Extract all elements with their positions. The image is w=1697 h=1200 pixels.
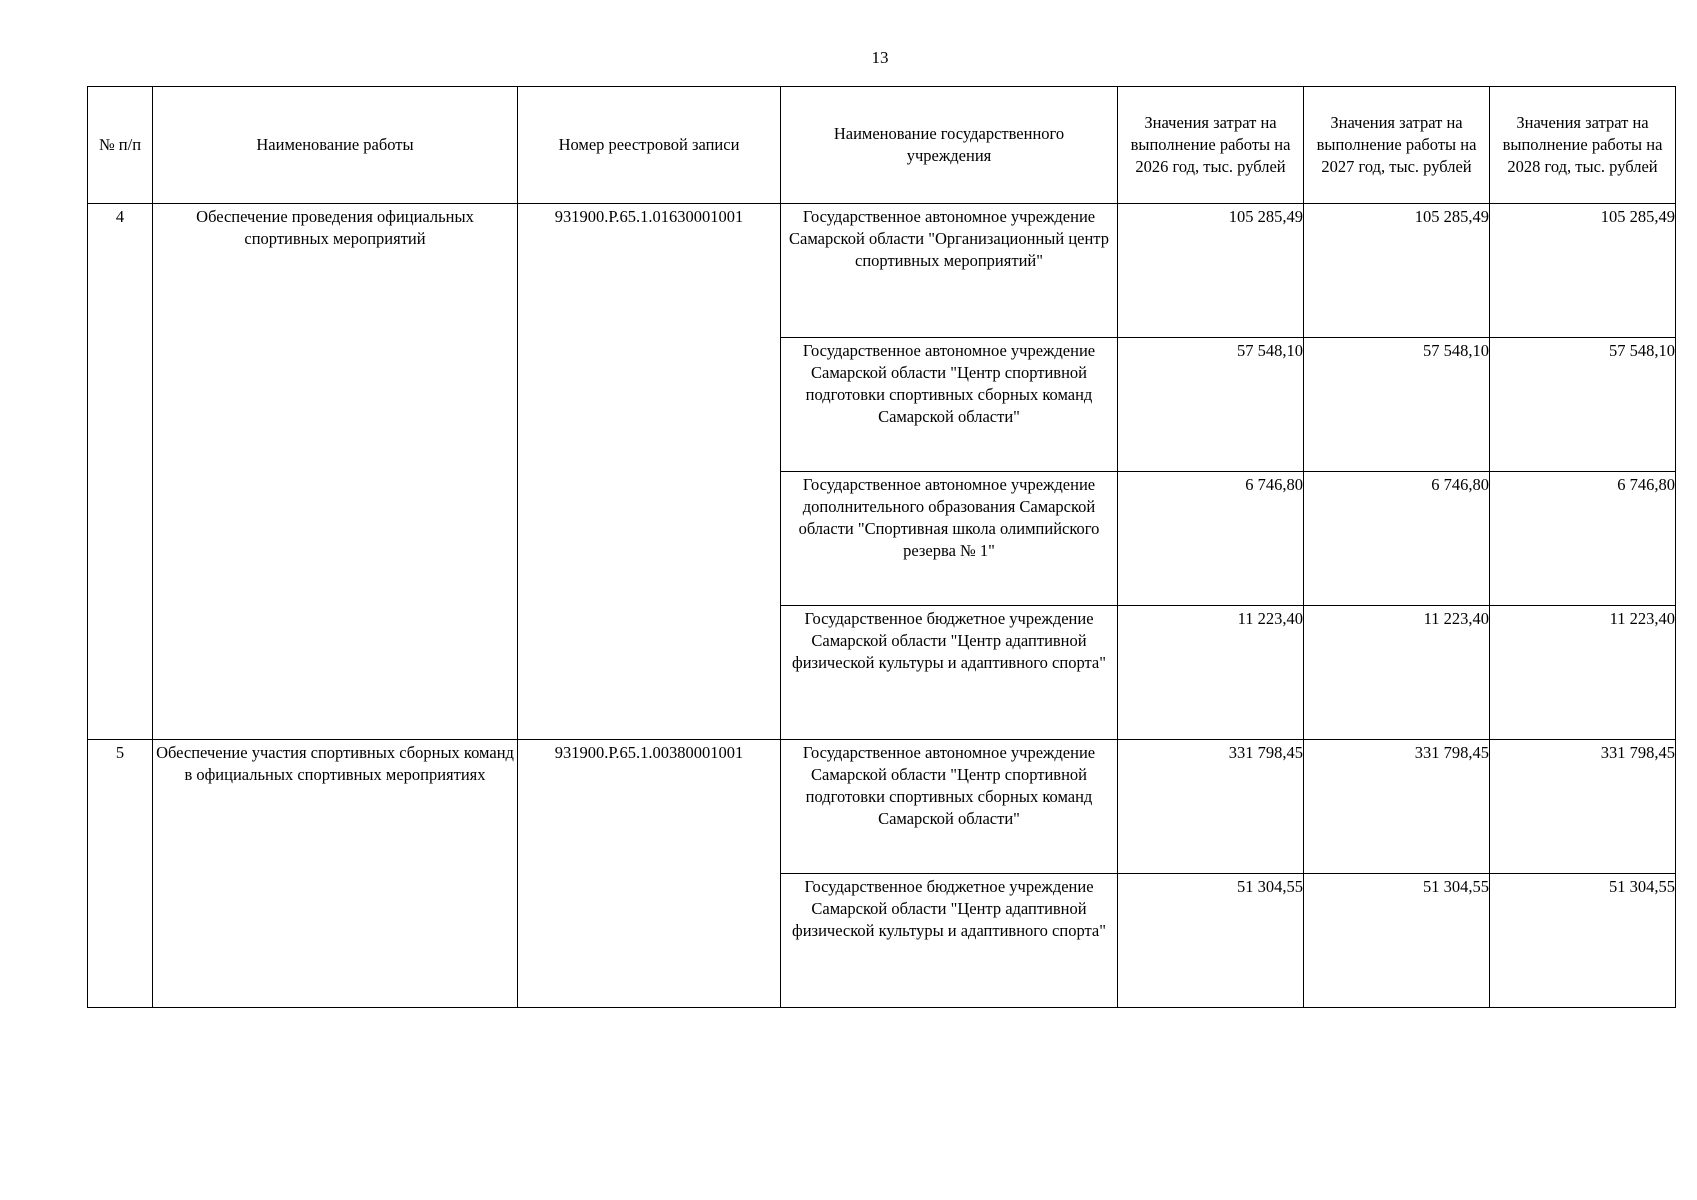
header-institution bbox=[781, 87, 1118, 204]
cost-2026: 51 304,55 bbox=[1118, 874, 1304, 1008]
cost-2027: 105 285,49 bbox=[1304, 204, 1490, 338]
table-header bbox=[88, 87, 1676, 204]
header-institution-label: Наименование государственного учреждения bbox=[833, 124, 1065, 165]
header-row bbox=[88, 87, 1676, 204]
cost-2028: 57 548,10 bbox=[1490, 338, 1676, 472]
work-name: Обеспечение проведения официальных спортивных мероприятий bbox=[153, 204, 518, 740]
work-name: Обеспечение участия спортивных сборных команд в официальных спортивных мероприятиях bbox=[153, 740, 518, 1008]
table-body bbox=[88, 204, 1676, 1008]
cost-2027: 11 223,40 bbox=[1304, 606, 1490, 740]
header-num: № п/п bbox=[88, 87, 153, 204]
row-num: 4 bbox=[88, 204, 153, 740]
header-cost-2028: Значения затрат на выполнение работы на 2028 год, тыс. рублей bbox=[1490, 87, 1676, 204]
institution-name: Государственное бюджетное учреждение Самарской области "Центр адаптивной физической культуры и адаптивного спорта" bbox=[781, 874, 1118, 1008]
cost-2028: 105 285,49 bbox=[1490, 204, 1676, 338]
institution-name: Государственное бюджетное учреждение Самарской области "Центр адаптивной физической культуры и адаптивного спорта" bbox=[781, 606, 1118, 740]
cost-2028: 51 304,55 bbox=[1490, 874, 1676, 1008]
institution-name: Государственное автономное учреждение Самарской области "Центр спортивной подготовки спортивных сборных команд Самарской области" bbox=[781, 740, 1118, 874]
row-num: 5 bbox=[88, 740, 153, 1008]
cost-2026: 57 548,10 bbox=[1118, 338, 1304, 472]
header-cost-2026: Значения затрат на выполнение работы на 2026 год, тыс. рублей bbox=[1118, 87, 1304, 204]
page-number: 13 bbox=[871, 48, 889, 67]
cost-2026: 105 285,49 bbox=[1118, 204, 1304, 338]
cost-2026: 11 223,40 bbox=[1118, 606, 1304, 740]
institution-name: Государственное автономное учреждение Самарской области "Центр спортивной подготовки спортивных сборных команд Самарской области" bbox=[781, 338, 1118, 472]
header-work: Наименование работы bbox=[153, 87, 518, 204]
institution-name: Государственное автономное учреждение Самарской области "Организационный центр спортивных мероприятий" bbox=[781, 204, 1118, 338]
cost-2027: 57 548,10 bbox=[1304, 338, 1490, 472]
table-row bbox=[88, 204, 1676, 338]
header-cost-2027: Значения затрат на выполнение работы на 2027 год, тыс. рублей bbox=[1304, 87, 1490, 204]
institution-name: Государственное автономное учреждение дополнительного образования Самарской области "Спортивная школа олимпийского резерва № 1" bbox=[781, 472, 1118, 606]
header-registry: Номер реестровой записи bbox=[518, 87, 781, 204]
cost-2026: 331 798,45 bbox=[1118, 740, 1304, 874]
cost-2027: 331 798,45 bbox=[1304, 740, 1490, 874]
cost-2028: 6 746,80 bbox=[1490, 472, 1676, 606]
cost-table bbox=[87, 86, 1676, 1008]
registry-number: 931900.Р.65.1.00380001001 bbox=[518, 740, 781, 1008]
cost-2027: 51 304,55 bbox=[1304, 874, 1490, 1008]
cost-2027: 6 746,80 bbox=[1304, 472, 1490, 606]
cost-2028: 11 223,40 bbox=[1490, 606, 1676, 740]
table-row bbox=[88, 740, 1676, 874]
cost-2028: 331 798,45 bbox=[1490, 740, 1676, 874]
cost-2026: 6 746,80 bbox=[1118, 472, 1304, 606]
registry-number: 931900.Р.65.1.01630001001 bbox=[518, 204, 781, 740]
